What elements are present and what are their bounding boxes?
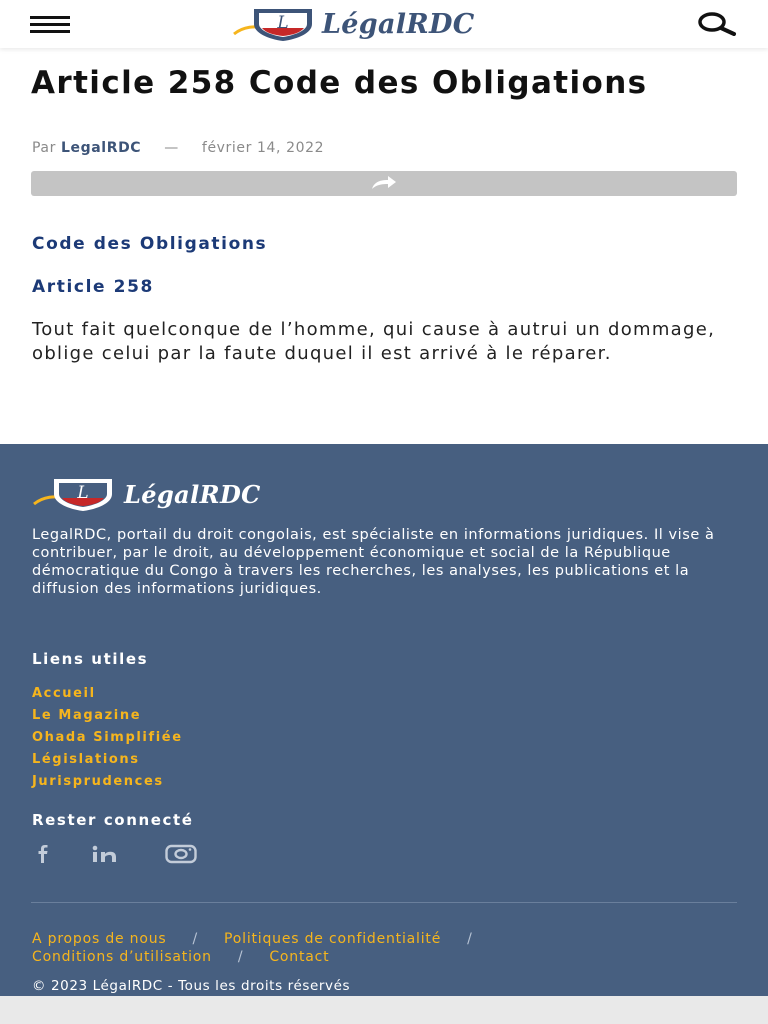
facebook-icon[interactable] (34, 844, 50, 864)
logo-text: LégalRDC (322, 8, 475, 40)
author-prefix: Par (32, 140, 56, 156)
footer-bottom-links (32, 930, 732, 966)
footer-link-magazine[interactable]: Le Magazine (32, 708, 142, 723)
site-footer (0, 444, 768, 996)
code-heading: Code des Obligations (32, 234, 268, 254)
article-title: Article 258 Code des Obligations (31, 65, 648, 101)
shield-logo-icon (232, 6, 314, 42)
instagram-icon[interactable] (165, 844, 197, 864)
hamburger-icon[interactable] (30, 16, 70, 32)
link-separator: / (192, 931, 199, 947)
article-heading: Article 258 (32, 277, 154, 297)
article-body: Tout fait quelconque de l’homme, qui cause à autrui un dommage, oblige celui par la faute duquel il est arrivé à le réparer. (32, 319, 716, 364)
share-arrow-icon (369, 175, 399, 192)
privacy-link[interactable]: Politiques de confidentialité (224, 931, 442, 947)
site-header (0, 0, 768, 48)
svg-text:L: L (77, 483, 89, 503)
svg-text:L: L (277, 13, 289, 33)
meta-separator: — (164, 140, 179, 156)
search-icon[interactable] (694, 12, 738, 36)
stay-connected-heading: Rester connecté (32, 811, 194, 829)
shield-logo-icon (32, 476, 114, 512)
footer-link-jurisprudences[interactable]: Jurisprudences (32, 774, 164, 789)
footer-link-accueil[interactable]: Accueil (32, 686, 96, 701)
useful-links-list (32, 683, 183, 793)
publish-date: février 14, 2022 (201, 140, 325, 156)
site-logo[interactable] (232, 6, 475, 42)
link-separator: / (467, 931, 473, 947)
author-link[interactable]: LegalRDC (61, 140, 142, 156)
footer-link-legislations[interactable]: Législations (32, 752, 140, 767)
link-separator: / (237, 949, 244, 965)
linkedin-icon[interactable] (92, 844, 126, 864)
footer-divider (31, 902, 737, 903)
about-link[interactable]: A propos de nous (32, 931, 167, 947)
footer-description: LegalRDC, portail du droit congolais, est spécialiste en informations juridiques. Il vise à contribuer, par le droit, au développement économique et social de la République démocratique du Congo à travers les recherches, les analyses, les publications et la diffusion des informations juridiques. (32, 527, 715, 597)
share-button[interactable] (31, 171, 737, 196)
copyright-text: © 2023 LégalRDC - Tous les droits réservés (32, 978, 351, 994)
terms-link[interactable]: Conditions d’utilisation (32, 949, 212, 965)
useful-links-heading: Liens utiles (32, 650, 149, 668)
page-bottom-strip (0, 996, 768, 1024)
footer-link-ohada[interactable]: Ohada Simplifiée (32, 730, 183, 745)
footer-logo[interactable] (32, 476, 261, 512)
contact-link[interactable]: Contact (269, 949, 330, 965)
article-content (0, 48, 768, 444)
article-meta (32, 140, 324, 156)
footer-logo-text: LégalRDC (124, 479, 261, 509)
